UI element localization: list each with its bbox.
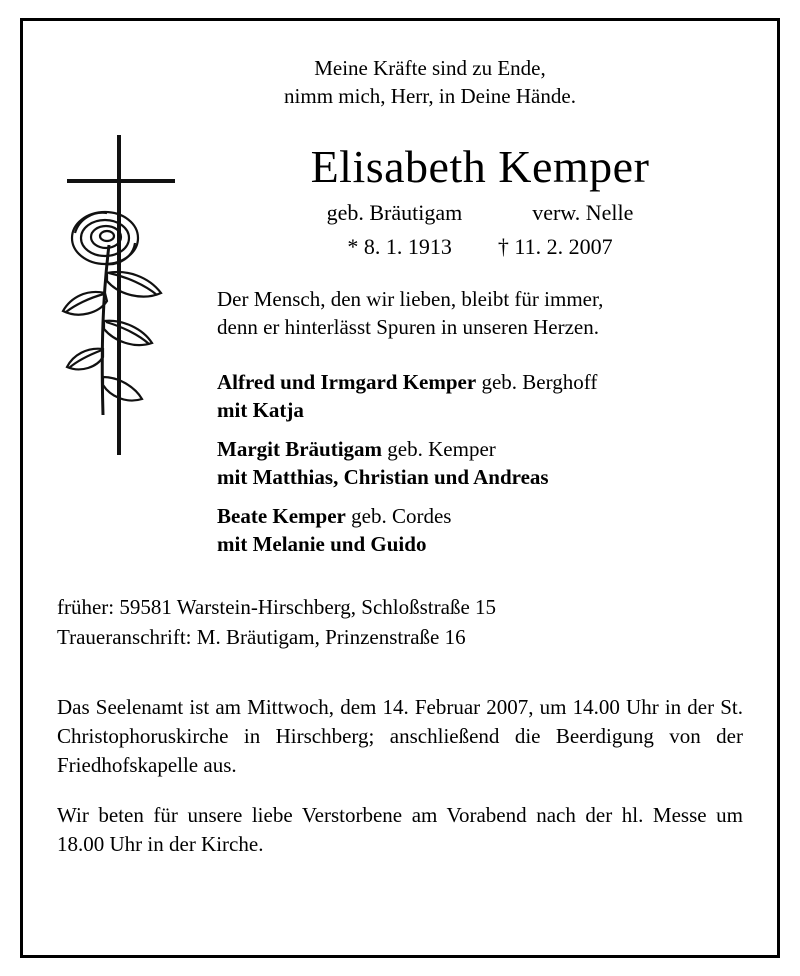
service-details <box>57 693 743 860</box>
opening-verse-line-1: Meine Kräfte sind zu Ende, <box>314 56 546 80</box>
family-name-bold: mit Matthias, Christian und Andreas <box>217 465 549 490</box>
family-name-bold: Margit Bräutigam <box>217 436 383 461</box>
life-dates <box>217 231 743 263</box>
family-name-bold: Beate Kemper <box>217 503 346 528</box>
family-name-bold: Alfred und Irmgard Kemper <box>217 369 477 394</box>
family-name-bold: mit Katja <box>217 398 304 423</box>
obituary-frame <box>20 18 780 958</box>
cross-with-rose-icon <box>57 125 217 485</box>
name-subtitles <box>217 197 743 229</box>
deceased-name: Elisabeth Kemper <box>310 140 650 192</box>
family-name-normal: geb. Cordes <box>345 503 452 528</box>
memorial-verse <box>217 285 743 342</box>
family-name-normal: geb. Berghoff <box>476 369 598 394</box>
widow-name: verw. Nelle <box>532 200 634 226</box>
opening-verse <box>57 55 743 111</box>
family-line <box>217 368 743 397</box>
condolence-address: Traueranschrift: M. Bräutigam, Prinzenstraße 16 <box>57 624 466 649</box>
birth-date: * 8. 1. 1913 <box>347 234 452 260</box>
family-list <box>217 368 743 559</box>
family-name-bold: mit Melanie und Guido <box>217 532 427 557</box>
family-group <box>217 435 743 492</box>
family-group <box>217 502 743 559</box>
former-address: früher: 59581 Warstein-Hirschberg, Schloßstraße 15 <box>57 594 497 619</box>
service-paragraph-2: Wir beten für unsere liebe Verstorbene am Vorabend nach der hl. Messe um 18.00 Uhr in der Kirche. <box>57 802 743 857</box>
text-column <box>217 125 743 559</box>
main-body <box>57 125 743 559</box>
family-name-normal: geb. Kemper <box>382 436 496 461</box>
death-date: † 11. 2. 2007 <box>497 234 613 260</box>
service-paragraph-1: Das Seelenamt ist am Mittwoch, dem 14. Februar 2007, um 14.00 Uhr in der St. Christophoruskirche in Hirschberg; anschließend die Beerdigung von der Friedhofskapelle aus. <box>57 694 743 778</box>
memorial-verse-line-2: denn er hinterlässt Spuren in unseren Herzen. <box>217 315 599 340</box>
family-line <box>217 530 743 559</box>
maiden-name: geb. Bräutigam <box>326 200 463 226</box>
opening-verse-line-2: nimm mich, Herr, in Deine Hände. <box>284 83 576 108</box>
memorial-verse-line-1: Der Mensch, den wir lieben, bleibt für immer, <box>217 286 604 311</box>
family-group <box>217 368 743 425</box>
address-block <box>57 593 743 653</box>
family-line <box>217 396 743 425</box>
family-line <box>217 435 743 464</box>
family-line <box>217 502 743 531</box>
family-line <box>217 463 743 492</box>
illustration-column <box>57 125 217 485</box>
